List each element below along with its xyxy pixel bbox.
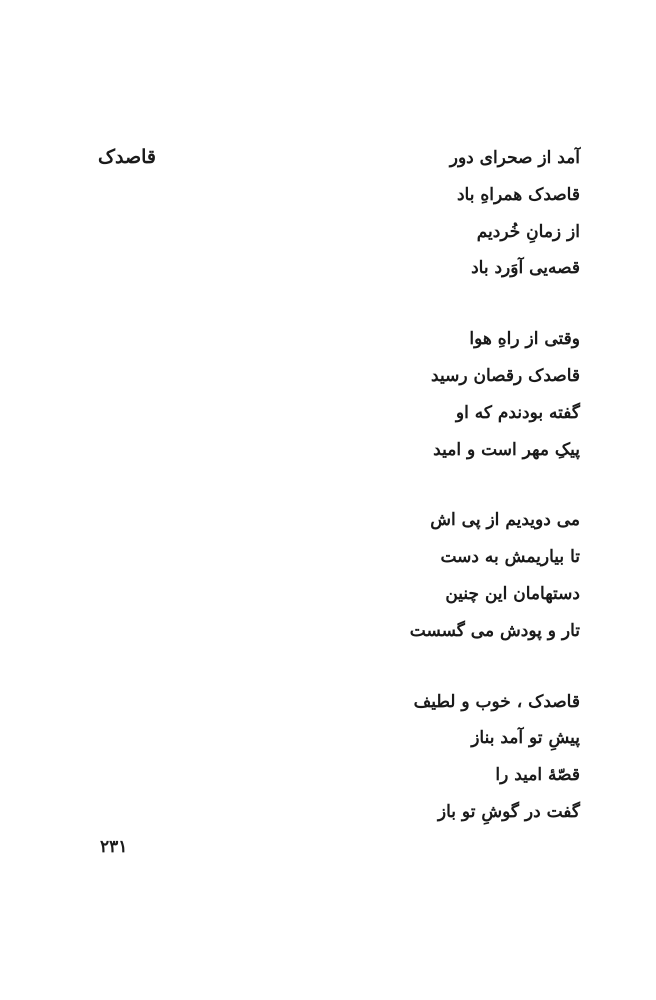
stanza-2 (320, 321, 580, 468)
poem-line: آمد از صحرای دور (449, 148, 580, 168)
poem-line: دستهامان این چنین (445, 583, 580, 604)
poem-line: تار و پودش می گسست (409, 620, 580, 641)
stanza-4 (320, 684, 580, 831)
poem-line: پیشِ تو آمد بناز (471, 728, 580, 749)
poem-title: قاصدک (98, 146, 156, 168)
stanza-3 (320, 502, 580, 649)
poem-line: از زمانِ خُردیم (476, 221, 580, 242)
poem-line: گفت در گوشِ تو باز (437, 801, 580, 822)
stanza-1 (320, 140, 580, 287)
poem-line: قاصدک همراهِ باد (456, 184, 580, 205)
poem-line: قصه‌یی آوَرد باد (471, 258, 580, 279)
poem-line: تا بیاریمش به دست (440, 547, 580, 568)
poem-line: گفته بودندم که او (455, 402, 580, 423)
poem-line: قاصدک ، خوب و لطیف (413, 691, 580, 712)
poem-line: پیکِ مهر است و امید (433, 439, 580, 460)
poem-body (320, 140, 580, 865)
page-number: ۲۳۱ (100, 837, 128, 857)
poem-line: وقتی از راهِ هوا (469, 329, 580, 350)
poem-line: می دویدیم از پی اش (430, 510, 580, 531)
poem-line: قاصدک رقصان رسید (431, 365, 580, 386)
poem-line: قصّهٔ امید را (495, 765, 580, 786)
